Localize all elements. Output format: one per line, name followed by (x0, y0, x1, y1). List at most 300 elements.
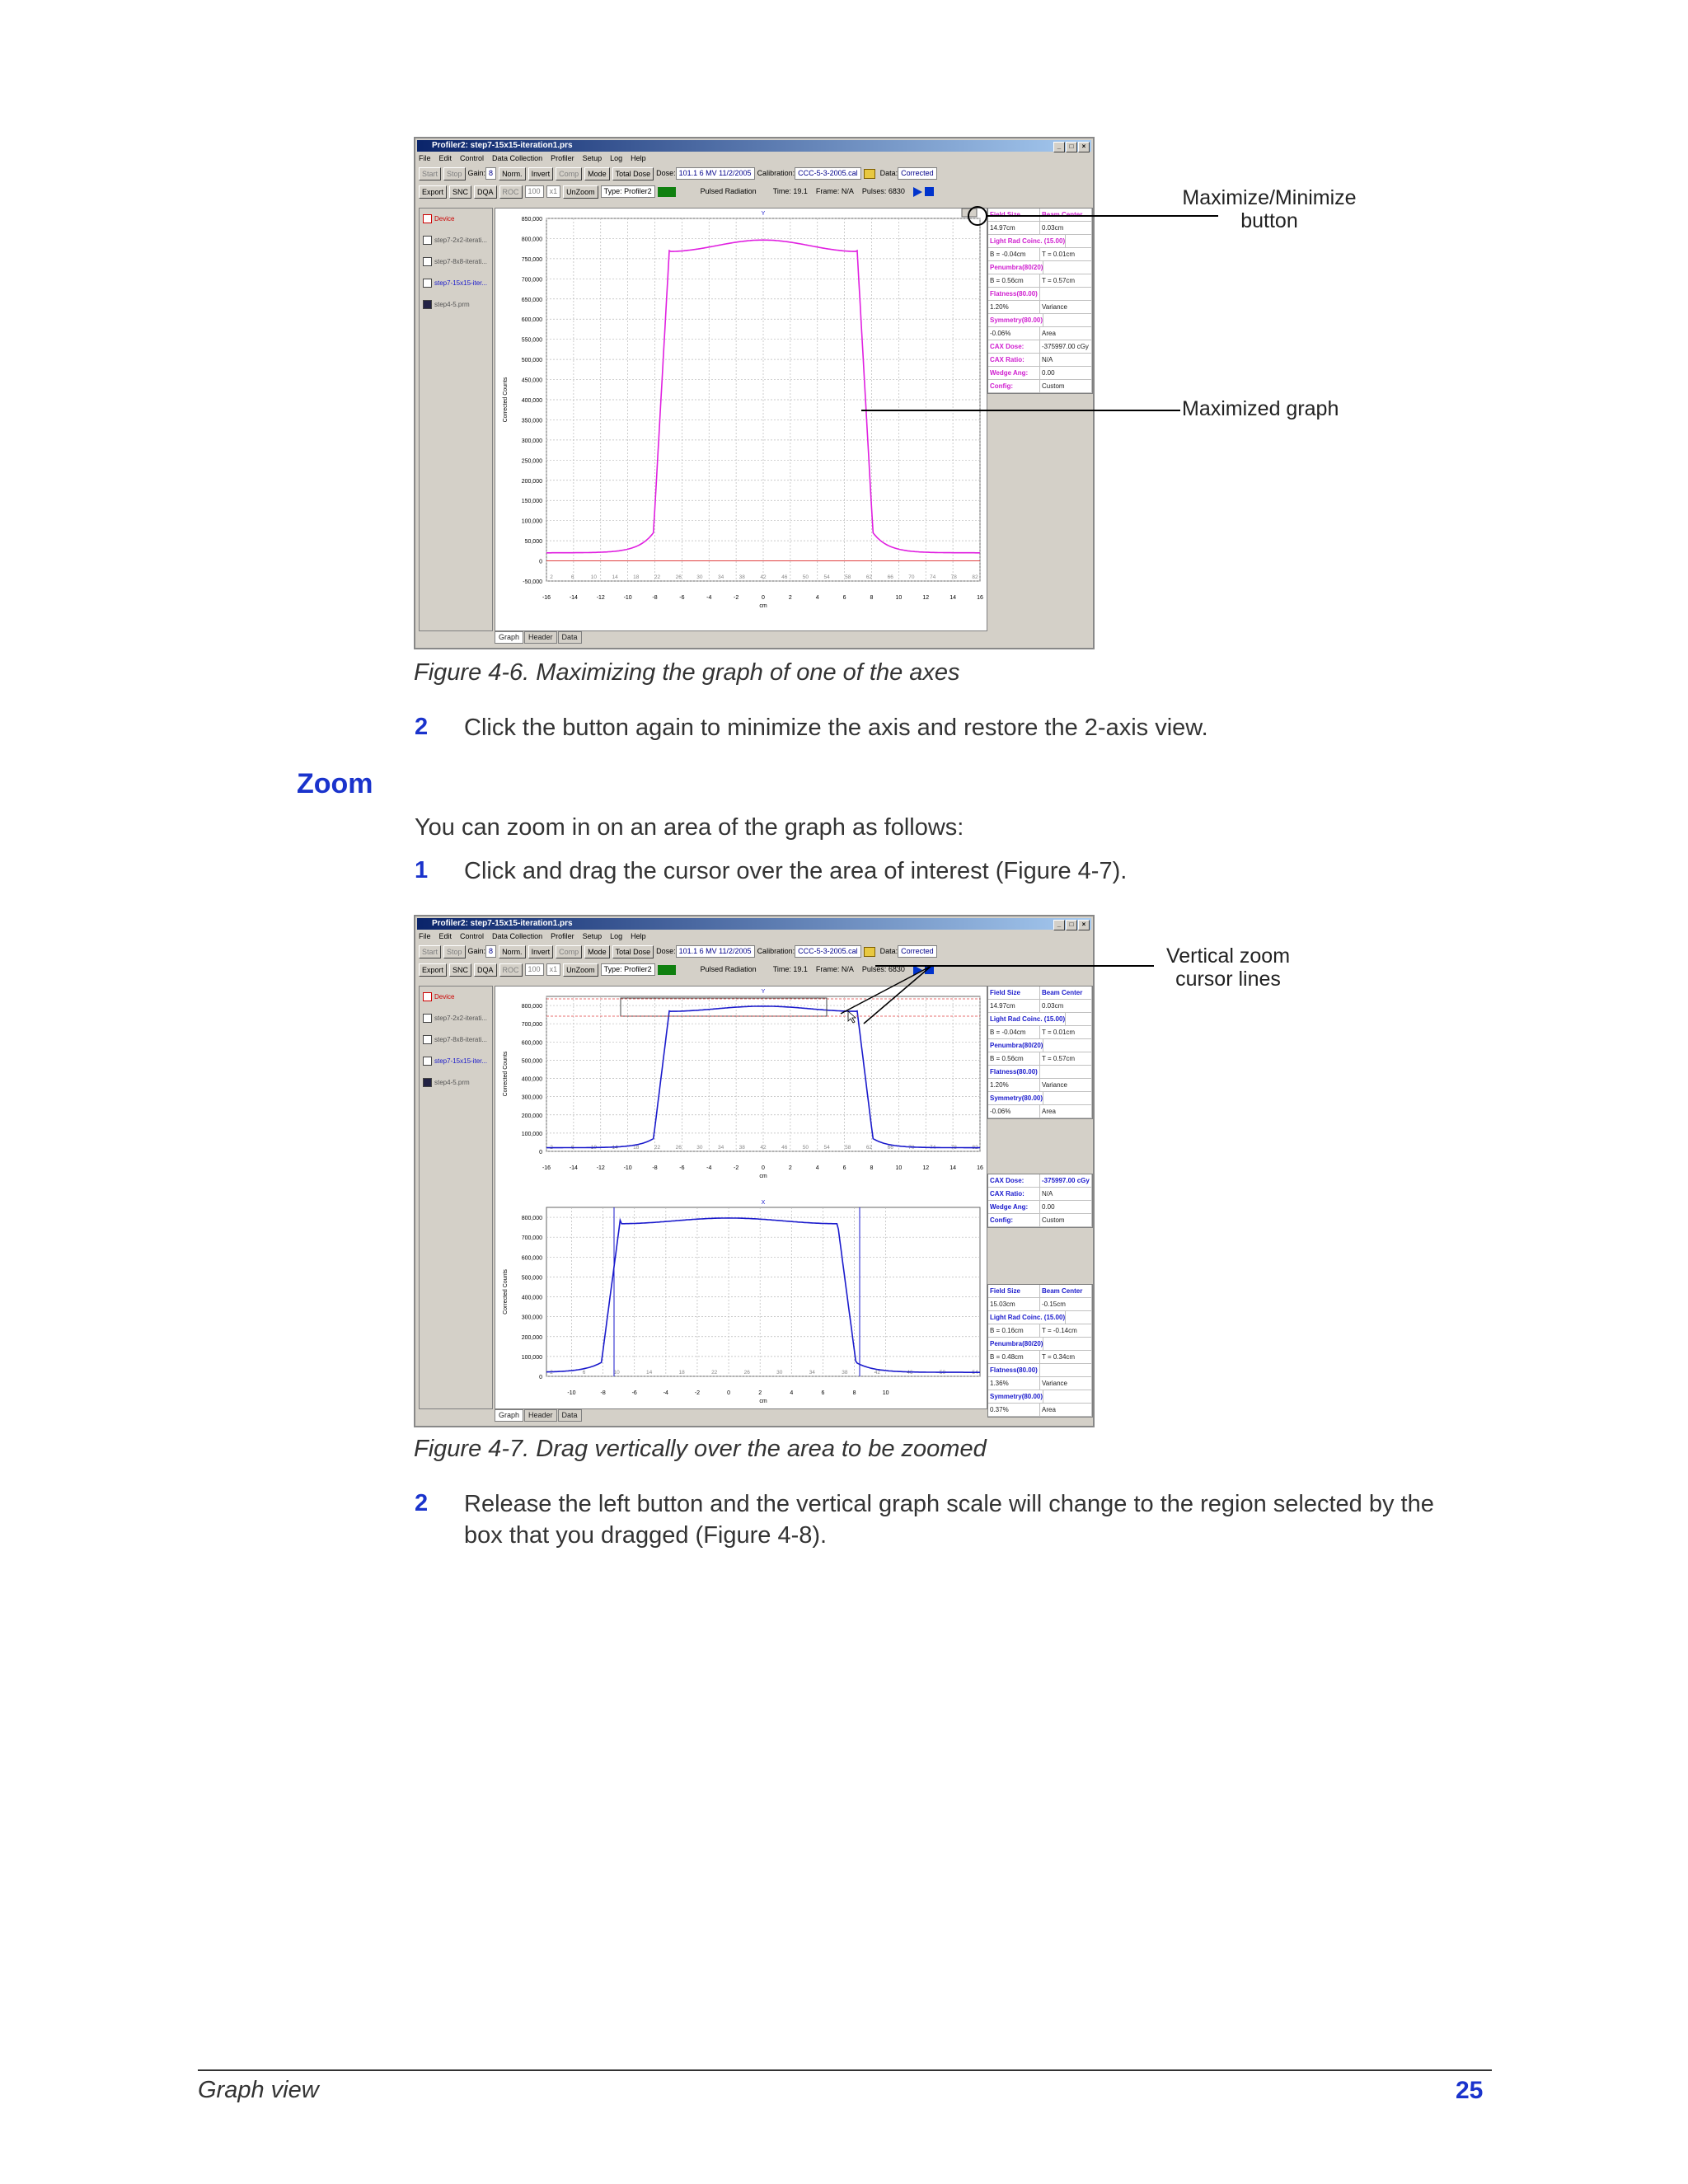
stats-cell: Wedge Ang: (988, 1201, 1040, 1213)
calibration-label: Calibration: (757, 169, 795, 177)
detector-tick-label: 34 (809, 1370, 815, 1376)
invert-button[interactable]: Invert (528, 167, 554, 180)
menu-item[interactable]: Profiler (551, 154, 574, 162)
detector-tick-label: 6 (570, 1145, 574, 1151)
snc-button[interactable]: SNC (449, 185, 471, 199)
mode-button[interactable]: Mode (584, 167, 610, 180)
detector-tick-label: 82 (972, 574, 978, 580)
stats-cell: 0.03cm (1040, 222, 1092, 234)
stats-cell: B = 0.16cm (988, 1324, 1040, 1337)
x-tick-label: 12 (922, 595, 930, 601)
x-tick-label: 10 (895, 595, 903, 601)
y-tick-label: 0 (539, 1375, 542, 1380)
detector-tick-label: 22 (654, 574, 661, 580)
total-dose-button[interactable]: Total Dose (612, 167, 654, 180)
stats-cell: 15.03cm (988, 1298, 1040, 1310)
zoom-callout-line (861, 965, 931, 1024)
stats-row (988, 1079, 1092, 1092)
pulsed-label: Pulsed Radiation (700, 965, 757, 973)
stats-cell: 14.97cm (988, 222, 1040, 234)
roc-button[interactable]: ROC (499, 185, 523, 199)
stats-cell: CAX Dose: (988, 340, 1040, 353)
stats-cell: Config: (988, 1214, 1040, 1226)
menu-item[interactable]: Control (460, 932, 485, 940)
x-tick-label: 2 (788, 595, 792, 601)
y-tick-label: 700,000 (521, 1235, 542, 1242)
stats-cell: Custom (1040, 380, 1092, 392)
start-button[interactable]: Start (419, 945, 441, 958)
stats-cell: 0.00 (1040, 367, 1092, 379)
menu-item[interactable]: Edit (438, 932, 452, 940)
stats-cell: B = -0.04cm (988, 1026, 1040, 1038)
tab-data[interactable]: Data (558, 631, 582, 644)
menu-item[interactable]: Edit (438, 154, 452, 162)
detector-tick-label: 66 (887, 574, 893, 580)
detector-tick-label: 6 (582, 1370, 586, 1376)
detector-tick-label: 14 (612, 574, 618, 580)
window-title-bar: Profiler2: step7-15x15-iteration1.prs _ □ × (417, 140, 1091, 152)
file-icon (423, 1078, 432, 1087)
restore-icon[interactable]: □ (1066, 142, 1077, 152)
data-label: Data: (879, 947, 898, 955)
y-tick-label: 0 (539, 559, 542, 565)
y-tick-label: 600,000 (521, 1255, 542, 1262)
file-list-label: step7-2x2-iterati... (434, 237, 488, 244)
stats-cell (1066, 1311, 1092, 1324)
time-label: Time: 19.1 (772, 965, 808, 973)
x-tick-label: 8 (870, 595, 874, 601)
y-tick-label: 400,000 (521, 1295, 542, 1301)
footer-rule (198, 2069, 1492, 2071)
y-tick-label: 450,000 (521, 377, 542, 384)
file-list-label: step7-8x8-iterati... (434, 1036, 488, 1043)
step-number: 2 (415, 714, 429, 740)
menu-item[interactable]: Control (460, 154, 485, 162)
step-text-line-2: box that you dragged (Figure 4-8). (464, 1522, 828, 1549)
stats-cell: Wedge Ang: (988, 367, 1040, 379)
x-tick-label: -4 (663, 1390, 668, 1396)
stats-row (988, 1311, 1092, 1324)
detector-tick-label: 78 (950, 574, 957, 580)
menu-item[interactable]: Help (631, 154, 646, 162)
detector-tick-label: 46 (781, 574, 788, 580)
stats-panel-cax (987, 1174, 1093, 1228)
invert-button[interactable]: Invert (528, 945, 554, 958)
step-text: Click and drag the cursor over the area of interest (Figure 4-7). (464, 858, 1128, 884)
x-tick-label: 16 (977, 595, 983, 601)
detector-tick-label: 18 (633, 1145, 640, 1151)
stats-cell: T = 0.57cm (1040, 274, 1092, 287)
pulses-label: Pulses: 6830 (861, 965, 905, 973)
menu-item[interactable]: Setup (582, 932, 603, 940)
menu-item[interactable]: Setup (582, 154, 603, 162)
maximized-graph-callout-text: Maximized graph (1182, 397, 1339, 420)
detector-tick-label: 10 (613, 1370, 620, 1376)
tab-graph[interactable]: Graph (495, 631, 523, 644)
menu-item[interactable]: Data Collection (492, 154, 543, 162)
y-tick-label: 700,000 (521, 1022, 542, 1029)
stats-cell: Area (1040, 1404, 1092, 1416)
gain-select[interactable]: 8 (485, 167, 496, 180)
file-list-label: step4-5.prm (434, 301, 470, 308)
stats-cell: N/A (1040, 354, 1092, 366)
dose-label: Dose: (656, 169, 676, 177)
x-tick-label: -8 (652, 595, 658, 601)
stats-cell: B = -0.04cm (988, 248, 1040, 260)
detector-tick-label: 74 (929, 574, 936, 580)
stats-row (988, 1364, 1092, 1377)
menu-item[interactable]: Log (610, 932, 623, 940)
y-axis-label: Corrected Counts (503, 1269, 509, 1315)
stats-cell (1040, 1066, 1092, 1078)
y-tick-label: 550,000 (521, 337, 542, 344)
file-list-label: step7-15x15-iter... (434, 279, 488, 287)
page-number: 25 (1456, 2077, 1484, 2104)
stats-cell: T = 0.34cm (1040, 1351, 1092, 1363)
y-tick-label: 850,000 (521, 217, 542, 223)
window-title-bar: Profiler2: step7-15x15-iteration1.prs _ □ × (417, 918, 1091, 930)
y-tick-label: 800,000 (521, 1004, 542, 1010)
x-tick-label: 6 (821, 1390, 825, 1396)
detector-tick-label: 66 (887, 1145, 893, 1151)
y-tick-label: -50,000 (523, 579, 542, 585)
y-tick-label: 200,000 (521, 1334, 542, 1341)
minimize-icon[interactable]: _ (1053, 142, 1065, 152)
stats-row (988, 1066, 1092, 1079)
stats-cell: Beam Center (1040, 1285, 1092, 1297)
axis-title: Y (761, 211, 766, 217)
y-axis-label: Corrected Counts (503, 1051, 509, 1097)
unzoom-button[interactable]: UnZoom (563, 185, 598, 199)
file-icon (423, 1057, 432, 1066)
tab-graph[interactable]: Graph (495, 1409, 523, 1422)
callout-line-a: Maximize/Minimize (1182, 186, 1357, 209)
detector-tick-label: 82 (972, 1145, 978, 1151)
detector-tick-label: 58 (845, 574, 851, 580)
detector-tick-label: 42 (874, 1370, 881, 1376)
detector-tick-label: 54 (823, 1145, 830, 1151)
comp-button[interactable]: Comp (556, 167, 582, 180)
detector-tick-label: 54 (972, 1370, 978, 1376)
y-tick-label: 300,000 (521, 1094, 542, 1101)
zoom-heading: Zoom (297, 768, 373, 799)
x-tick-label: 4 (815, 1165, 819, 1171)
pulses-label: Pulses: 6830 (861, 187, 905, 195)
stats-row (988, 1285, 1092, 1298)
x-axis-label: cm (759, 603, 767, 609)
mode-button[interactable]: Mode (584, 945, 610, 958)
x-tick-label: 14 (950, 1165, 957, 1171)
menu-item[interactable]: File (419, 932, 431, 940)
x-tick-label: -14 (569, 1165, 578, 1171)
multiplier-select[interactable]: x1 (546, 185, 561, 198)
detector-tick-label: 42 (760, 1145, 767, 1151)
y-tick-label: 150,000 (521, 499, 542, 505)
stats-cell: Symmetry(80.00) (988, 314, 1043, 326)
callout-lines-1 (0, 0, 1688, 659)
export-button[interactable]: Export (419, 963, 447, 977)
stats-row (988, 1351, 1092, 1364)
stats-row (988, 1338, 1092, 1351)
stats-cell: Penumbra(80/20) (988, 261, 1043, 274)
stats-cell: 0.37% (988, 1404, 1040, 1416)
stats-cell: Penumbra(80/20) (988, 1039, 1043, 1052)
x-axis-label: cm (759, 1399, 767, 1404)
y-tick-label: 250,000 (521, 458, 542, 465)
start-button[interactable]: Start (419, 167, 441, 180)
data-select[interactable]: Corrected (898, 945, 937, 958)
x-tick-label: 6 (842, 595, 846, 601)
x-tick-label: -8 (600, 1390, 606, 1396)
stats-cell: 14.97cm (988, 1000, 1040, 1012)
detector-tick-label: 14 (612, 1145, 618, 1151)
y-tick-label: 600,000 (521, 317, 542, 324)
x-tick-label: 2 (788, 1165, 792, 1171)
gain-label: Gain: (467, 169, 486, 177)
y-tick-label: 100,000 (521, 1131, 542, 1137)
detector-tick-label: 38 (842, 1370, 848, 1376)
x-tick-label: -8 (652, 1165, 658, 1171)
stats-panel-x (987, 1284, 1093, 1418)
tab-header[interactable]: Header (524, 631, 557, 644)
calibration-select[interactable]: CCC-5-3-2005.cal (795, 945, 861, 958)
y-tick-label: 800,000 (521, 237, 542, 243)
y-tick-label: 650,000 (521, 297, 542, 303)
y-tick-label: 800,000 (521, 1216, 542, 1222)
menu-item[interactable]: Log (610, 154, 623, 162)
y-axis-label: Corrected Counts (503, 377, 509, 423)
menu-item[interactable]: Profiler (551, 932, 574, 940)
stats-cell: Flatness(80.00) (988, 288, 1040, 300)
y-tick-label: 500,000 (521, 1058, 542, 1065)
zoom-select[interactable]: 100 (525, 963, 544, 976)
comp-button[interactable]: Comp (556, 945, 582, 958)
stats-row (988, 1188, 1092, 1201)
zoom-intro: You can zoom in on an area of the graph as follows: (415, 814, 964, 841)
x-tick-label: 0 (762, 1165, 765, 1171)
stats-cell: Field Size (988, 209, 1040, 221)
detector-tick-label: 50 (802, 1145, 809, 1151)
dqa-button[interactable]: DQA (474, 963, 497, 977)
stats-row (988, 1214, 1092, 1227)
detector-tick-label: 38 (738, 1145, 745, 1151)
y-tick-label: 600,000 (521, 1040, 542, 1047)
file-list-item[interactable] (420, 1072, 492, 1094)
stats-cell: Flatness(80.00) (988, 1066, 1040, 1078)
stats-cell: Light Rad Coinc. (15.00) (988, 1311, 1066, 1324)
file-list-label: Device (434, 993, 455, 1001)
x-tick-label: 0 (727, 1390, 731, 1396)
callout-lines-2 (0, 907, 1688, 1055)
zoom-callout-line (841, 966, 931, 1014)
stats-row (988, 1092, 1092, 1105)
stats-cell: 0.00 (1040, 1201, 1092, 1213)
stats-cell: T = 0.57cm (1040, 1052, 1092, 1065)
tab-header[interactable]: Header (524, 1409, 557, 1422)
x-tick-label: -4 (706, 1165, 712, 1171)
y-tick-label: 200,000 (521, 478, 542, 485)
stats-cell: Field Size (988, 1285, 1040, 1297)
x-tick-label: -2 (734, 1165, 739, 1171)
pulsed-label: Pulsed Radiation (700, 187, 757, 195)
x-tick-label: 6 (842, 1165, 846, 1171)
stats-cell: Field Size (988, 987, 1040, 999)
stats-cell: T = 0.01cm (1040, 1026, 1092, 1038)
step-text: Click the button again to minimize the axis and restore the 2-axis view. (464, 715, 1208, 741)
stats-cell: 1.36% (988, 1377, 1040, 1390)
stats-cell: B = 0.56cm (988, 1052, 1040, 1065)
maximize-callout-text (1154, 186, 1385, 232)
x-tick-label: -6 (679, 1165, 685, 1171)
close-icon[interactable]: × (1078, 920, 1090, 930)
export-button[interactable]: Export (419, 185, 447, 199)
norm-button[interactable]: Norm. (499, 167, 526, 180)
minimize-icon[interactable]: _ (1053, 920, 1065, 930)
view-tabs (495, 1409, 583, 1422)
x-tick-label: -14 (569, 595, 578, 601)
y-tick-label: 400,000 (521, 1076, 542, 1083)
multiplier-select[interactable]: x1 (546, 963, 561, 976)
x-tick-label: -12 (596, 1165, 605, 1171)
y-tick-label: 300,000 (521, 438, 542, 444)
x-tick-label: -10 (623, 595, 632, 601)
stats-cell: T = -0.14cm (1040, 1324, 1092, 1337)
menu-item[interactable]: Help (631, 932, 646, 940)
gain-label: Gain: (467, 947, 486, 955)
stats-cell: 0.03cm (1040, 1000, 1092, 1012)
detector-tick-label: 34 (717, 1145, 724, 1151)
stats-cell: Area (1040, 327, 1092, 340)
stats-cell: T = 0.01cm (1040, 248, 1092, 260)
y-tick-label: 100,000 (521, 518, 542, 525)
file-list-label: step7-8x8-iterati... (434, 258, 488, 265)
x-tick-label: 12 (922, 1165, 930, 1171)
stats-cell: Beam Center (1040, 209, 1092, 221)
y-tick-label: 350,000 (521, 418, 542, 424)
x-tick-label: 2 (758, 1390, 762, 1396)
frame-label: Frame: N/A (815, 965, 854, 973)
stats-row (988, 1390, 1092, 1404)
close-icon[interactable]: × (1078, 142, 1090, 152)
detector-tick-label: 70 (908, 1145, 915, 1151)
stats-cell: -0.06% (988, 327, 1040, 340)
x-tick-label: -12 (596, 595, 605, 601)
detector-tick-label: 70 (908, 574, 915, 580)
zoom-select[interactable]: 100 (525, 185, 544, 198)
detector-tick-label: 54 (823, 574, 830, 580)
stop-button[interactable]: Stop (443, 167, 466, 180)
type-field: Type: Profiler2 (601, 185, 655, 198)
stats-cell (1043, 1338, 1092, 1350)
detector-tick-label: 22 (711, 1370, 718, 1376)
unzoom-button[interactable]: UnZoom (563, 963, 598, 977)
plot-group (503, 1200, 980, 1404)
stats-row (988, 1324, 1092, 1338)
stats-cell: N/A (1040, 1188, 1092, 1200)
x-tick-label: 8 (852, 1390, 856, 1396)
detector-tick-label: 10 (590, 1145, 598, 1151)
stop-button[interactable]: Stop (443, 945, 466, 958)
gain-select[interactable]: 8 (485, 945, 496, 958)
callout-line-b: cursor lines (1175, 968, 1281, 991)
x-tick-label: 16 (977, 1165, 983, 1171)
stats-row (988, 1298, 1092, 1311)
x-tick-label: 14 (950, 595, 957, 601)
stats-cell: Variance (1040, 301, 1092, 313)
detector-tick-label: 62 (865, 1145, 873, 1151)
data-select[interactable]: Corrected (898, 167, 937, 180)
file-list-label: step4-5.prm (434, 1079, 470, 1086)
zoom-callout-text (1129, 944, 1327, 991)
x-tick-label: -4 (706, 595, 712, 601)
detector-tick-label: 58 (845, 1145, 851, 1151)
detector-tick-label: 2 (550, 1145, 553, 1151)
stats-cell: Symmetry(80.00) (988, 1092, 1043, 1104)
detector-tick-label: 22 (654, 1145, 661, 1151)
y-tick-label: 500,000 (521, 358, 542, 364)
step-number: 2 (415, 1490, 429, 1516)
menu-item[interactable]: File (419, 154, 431, 162)
x-tick-label: 8 (870, 1165, 874, 1171)
stats-row (988, 1105, 1092, 1118)
detector-tick-label: 38 (738, 574, 745, 580)
dose-label: Dose: (656, 947, 676, 955)
stats-cell: Flatness(80.00) (988, 1364, 1040, 1376)
y-tick-label: 0 (539, 1150, 542, 1155)
x-axis-label: cm (759, 1174, 767, 1179)
stats-cell: Variance (1040, 1377, 1092, 1390)
detector-tick-label: 42 (760, 574, 767, 580)
stats-row (988, 1174, 1092, 1188)
file-list-label: Device (434, 215, 455, 223)
x-tick-label: 0 (762, 595, 765, 601)
detector-tick-label: 26 (743, 1370, 750, 1376)
x-tick-label: -10 (567, 1390, 576, 1396)
stats-cell: Penumbra(80/20) (988, 1338, 1043, 1350)
y-tick-label: 300,000 (521, 1315, 542, 1321)
total-dose-button[interactable]: Total Dose (612, 945, 654, 958)
restore-icon[interactable]: □ (1066, 920, 1077, 930)
dqa-button[interactable]: DQA (474, 185, 497, 199)
snc-button[interactable]: SNC (449, 963, 471, 977)
dose-select[interactable]: 101.1 6 MV 11/2/2005 (676, 167, 755, 180)
roc-button[interactable]: ROC (499, 963, 523, 977)
tab-data[interactable]: Data (558, 1409, 582, 1422)
frame-label: Frame: N/A (815, 187, 854, 195)
stats-cell: Variance (1040, 1079, 1092, 1091)
calibration-select[interactable]: CCC-5-3-2005.cal (795, 167, 861, 180)
stats-cell: -375997.00 cGy (1040, 340, 1092, 353)
data-label: Data: (879, 169, 898, 177)
step-number: 1 (415, 857, 429, 883)
detector-tick-label: 74 (929, 1145, 936, 1151)
y-tick-label: 50,000 (524, 539, 542, 546)
stats-cell: CAX Ratio: (988, 1188, 1040, 1200)
detector-tick-label: 26 (675, 1145, 682, 1151)
stats-row (988, 1201, 1092, 1214)
menu-item[interactable]: Data Collection (492, 932, 543, 940)
dose-select[interactable]: 101.1 6 MV 11/2/2005 (676, 945, 755, 958)
x-tick-label: -16 (542, 595, 551, 601)
x-tick-label: -10 (623, 1165, 632, 1171)
figure-4-6-caption: Figure 4-6. Maximizing the graph of one of the axes (414, 659, 960, 686)
detector-tick-label: 50 (939, 1370, 946, 1376)
norm-button[interactable]: Norm. (499, 945, 526, 958)
axis-title: X (761, 1200, 766, 1206)
stats-cell: 1.20% (988, 1079, 1040, 1091)
plot-area (546, 1207, 980, 1376)
stats-cell: 1.20% (988, 301, 1040, 313)
